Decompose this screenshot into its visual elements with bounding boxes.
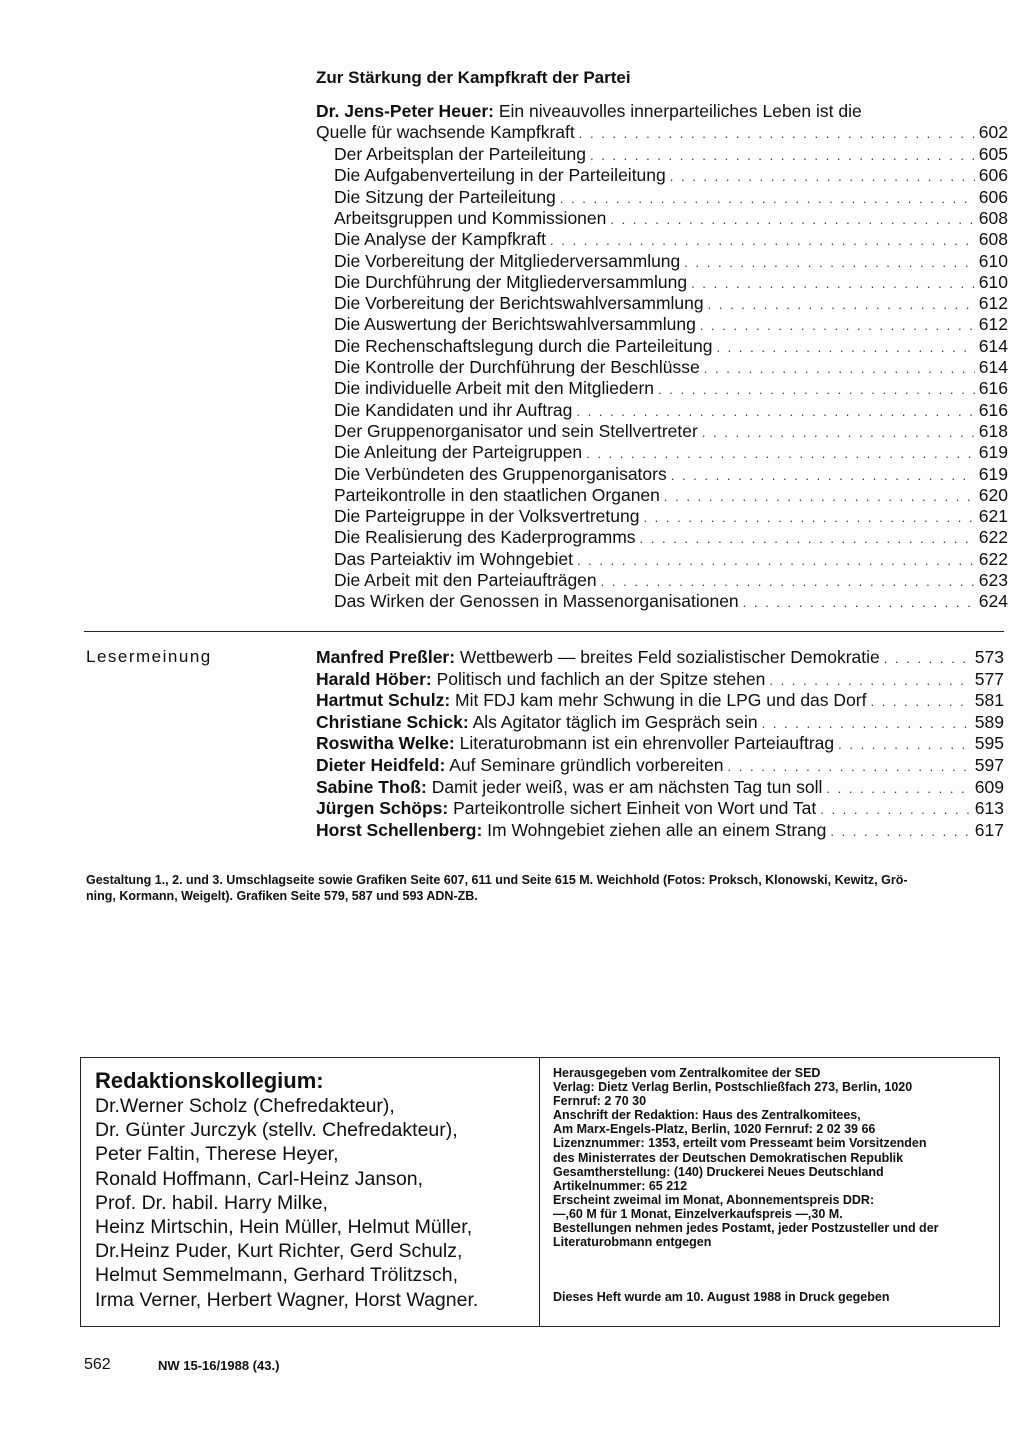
dot-leader bbox=[579, 126, 975, 141]
kollegium-line: Heinz Mirtschin, Hein Müller, Helmut Müller, bbox=[95, 1216, 473, 1239]
reader-entry-text bbox=[316, 669, 765, 690]
issue-label: NW 15-16/1988 (43.) bbox=[158, 1358, 280, 1373]
lead-line-2 bbox=[316, 122, 1008, 143]
reader-entry bbox=[316, 712, 1004, 733]
toc-entry-page: 608 bbox=[978, 207, 1008, 228]
toc-entry-page: 623 bbox=[978, 570, 1008, 590]
toc-entry-title: Die Anleitung der Parteigruppen bbox=[334, 442, 583, 463]
dot-leader bbox=[550, 233, 975, 248]
toc-entry-page: 619 bbox=[978, 442, 1008, 463]
kollegium-line: Irma Verner, Herbert Wagner, Horst Wagner. bbox=[95, 1288, 479, 1311]
toc-entry-title: Die Auswertung der Berichtswahlversammlung bbox=[334, 314, 696, 335]
reader-entry-text bbox=[316, 712, 758, 733]
toc-entry-page: 624 bbox=[978, 591, 1008, 612]
toc-entry-title: Die Vorbereitung der Mitgliederversammlung bbox=[334, 250, 681, 271]
kollegium-title: Redaktionskollegium: bbox=[95, 1068, 324, 1093]
toc-entry-page: 614 bbox=[978, 357, 1008, 377]
impressum-line: Artikelnummer: 65 212 bbox=[553, 1178, 688, 1193]
credits-line-2: ning, Kormann, Weigelt). Grafiken Seite 579, 587 und 593 ADN-ZB. bbox=[86, 889, 478, 903]
toc-entry-title: Die Aufgabenverteilung in der Parteileitung bbox=[334, 165, 666, 186]
dot-leader bbox=[728, 759, 971, 774]
reader-page: 573 bbox=[974, 647, 1004, 667]
toc-entry-page: 606 bbox=[978, 186, 1008, 207]
reader-entry-text bbox=[316, 777, 822, 798]
toc-entry-page: 616 bbox=[978, 399, 1008, 420]
toc-entry-page: 619 bbox=[978, 463, 1008, 484]
toc-entry-page: 618 bbox=[978, 420, 1008, 441]
page-number: 562 bbox=[84, 1356, 111, 1373]
lead-line-1 bbox=[316, 100, 1008, 122]
reader-entry bbox=[316, 820, 1004, 841]
dot-leader bbox=[560, 191, 975, 206]
kollegium-line: Ronald Hoffmann, Carl-Heinz Janson, bbox=[95, 1167, 424, 1190]
dot-leader bbox=[643, 510, 974, 525]
toc-entry-title: Das Parteiaktiv im Wohngebiet bbox=[334, 548, 573, 569]
reader-page: 597 bbox=[974, 755, 1004, 775]
kollegium-line: Prof. Dr. habil. Harry Milke, bbox=[95, 1191, 328, 1214]
toc-entry-title: Der Gruppenorganisator und sein Stellvertreter bbox=[334, 420, 698, 441]
credits bbox=[86, 872, 1006, 904]
toc-entry-title: Die Durchführung der Mitgliederversammlung bbox=[334, 271, 688, 292]
impressum-line: Fernruf: 2 70 30 bbox=[553, 1094, 647, 1109]
dot-leader bbox=[684, 255, 975, 270]
impressum-line: Am Marx-Engels-Platz, Berlin, 1020 Fernruf: 2 02 39 66 bbox=[553, 1122, 876, 1137]
impressum-line: Herausgegeben vom Zentralkomitee der SED bbox=[553, 1066, 821, 1080]
toc-entry-title: Die Kandidaten und ihr Auftrag bbox=[334, 399, 573, 420]
toc-entry bbox=[334, 527, 1008, 548]
reader-page: 613 bbox=[974, 798, 1004, 819]
reader-page: 595 bbox=[974, 733, 1004, 754]
lead-author: Dr. Jens-Peter Heuer: bbox=[316, 101, 494, 121]
dot-leader bbox=[762, 716, 971, 731]
reader-title: Im Wohngebiet ziehen alle an einem Strang bbox=[482, 819, 827, 840]
lead-page: 602 bbox=[978, 122, 1008, 142]
toc-entry-title: Die Parteigruppe in der Volksvertretung bbox=[334, 506, 640, 527]
toc-entry-title: Der Arbeitsplan der Parteileitung bbox=[334, 144, 586, 164]
dot-leader bbox=[670, 169, 975, 184]
toc-entry bbox=[334, 187, 1008, 208]
toc-entry-title: Die Kontrolle der Durchführung der Beschlüsse bbox=[334, 357, 700, 377]
kollegium-line: Helmut Semmelmann, Gerhard Trölitzsch, bbox=[95, 1264, 459, 1287]
toc-entry-page: 614 bbox=[978, 335, 1008, 356]
dot-leader bbox=[576, 404, 974, 419]
dot-leader bbox=[702, 425, 975, 440]
toc-entry bbox=[334, 378, 1008, 399]
credits-line-1: Gestaltung 1., 2. und 3. Umschlagseite sowie Grafiken Seite 607, 611 und Seite 615 M. Weichhold (Fotos: Proksch, Klonowski, Kewitz, Grö- bbox=[86, 873, 908, 887]
reader-entry bbox=[316, 777, 1004, 798]
reader-author: Sabine Thoß: bbox=[316, 776, 427, 797]
kollegium-line: Dr.Werner Scholz (Chefredakteur), bbox=[95, 1095, 395, 1117]
reader-title: Parteikontrolle sichert Einheit von Wort und Tat bbox=[448, 798, 817, 819]
toc-entry-title: Parteikontrolle in den staatlichen Organen bbox=[334, 484, 660, 505]
toc-entry bbox=[334, 272, 1008, 293]
dot-leader bbox=[691, 276, 975, 291]
reader-page: 581 bbox=[974, 690, 1004, 711]
impressum-line: Literaturobmann entgegen bbox=[553, 1235, 712, 1250]
toc-entry bbox=[334, 293, 1008, 314]
dot-leader bbox=[870, 694, 970, 709]
reader-author: Christiane Schick: bbox=[316, 711, 469, 732]
toc-entry-page: 612 bbox=[978, 314, 1008, 335]
toc-entry bbox=[334, 464, 1008, 485]
dot-leader bbox=[590, 148, 975, 163]
toc-entry-title: Die Analyse der Kampfkraft bbox=[334, 229, 547, 250]
dot-leader bbox=[586, 446, 975, 461]
dot-leader bbox=[671, 468, 975, 483]
kollegium-line: Peter Faltin, Therese Heyer, bbox=[95, 1143, 339, 1166]
reader-entry bbox=[316, 755, 1004, 776]
toc-entry-page: 610 bbox=[978, 250, 1008, 271]
kollegium-line: Dr.Heinz Puder, Kurt Richter, Gerd Schulz, bbox=[95, 1240, 463, 1263]
dot-leader bbox=[884, 651, 971, 666]
reader-entry-text bbox=[316, 820, 826, 841]
toc-entry bbox=[334, 570, 1008, 591]
impressum-line: des Ministerrates der Deutschen Demokratischen Republik bbox=[553, 1150, 904, 1165]
dot-leader bbox=[704, 361, 975, 376]
reader-entry bbox=[316, 733, 1004, 754]
toc-entry-page: 622 bbox=[978, 548, 1008, 569]
dot-leader bbox=[610, 212, 974, 227]
toc-entry bbox=[334, 506, 1008, 527]
reader-entry bbox=[316, 798, 1004, 819]
reader-author: Jürgen Schöps: bbox=[316, 798, 449, 819]
reader-page: 577 bbox=[974, 668, 1004, 689]
impressum-line: Anschrift der Redaktion: Haus des Zentralkomitees, bbox=[553, 1108, 861, 1123]
reader-entry-text bbox=[316, 690, 866, 711]
toc-entry bbox=[334, 165, 1008, 186]
dot-leader bbox=[708, 297, 975, 312]
reader-author: Manfred Preßler: bbox=[316, 647, 456, 667]
toc-entry-title: Arbeitsgruppen und Kommissionen bbox=[334, 207, 607, 228]
toc-entry bbox=[334, 400, 1008, 421]
toc-entry bbox=[334, 251, 1008, 272]
impressum bbox=[553, 1066, 993, 1249]
masthead-divider bbox=[539, 1058, 540, 1326]
toc-entry bbox=[334, 485, 1008, 506]
reader-page: 609 bbox=[974, 776, 1004, 797]
toc-entry-page: 620 bbox=[978, 484, 1008, 505]
impressum-line: Gesamtherstellung: (140) Druckerei Neues Deutschland bbox=[553, 1164, 884, 1179]
reader-page: 617 bbox=[974, 819, 1004, 840]
dot-leader bbox=[658, 382, 975, 397]
dot-leader bbox=[640, 531, 975, 546]
dot-leader bbox=[700, 318, 975, 333]
dot-leader bbox=[664, 489, 975, 504]
toc-entry bbox=[334, 549, 1008, 570]
reader-entry bbox=[316, 647, 1004, 668]
dot-leader bbox=[820, 802, 971, 817]
reader-author: Horst Schellenberg: bbox=[316, 819, 483, 840]
toc-entry bbox=[334, 314, 1008, 335]
dot-leader bbox=[769, 673, 970, 688]
section-title: Zur Stärkung der Kampfkraft der Partei bbox=[316, 68, 631, 87]
toc-entry-title: Die Verbündeten des Gruppenorganisators bbox=[334, 463, 667, 484]
toc-entry-page: 608 bbox=[978, 229, 1008, 250]
reader-entry-text bbox=[316, 733, 834, 754]
dot-leader bbox=[601, 574, 975, 589]
toc-entry bbox=[334, 442, 1008, 463]
dot-leader bbox=[577, 553, 975, 568]
reader-author: Dieter Heidfeld: bbox=[316, 755, 446, 775]
reader-entry-text bbox=[316, 798, 816, 819]
reader-title: Auf Seminare gründlich vorbereiten bbox=[445, 755, 724, 775]
kollegium-list bbox=[95, 1094, 478, 1312]
print-date-note: Dieses Heft wurde am 10. August 1988 in Druck gegeben bbox=[553, 1290, 890, 1304]
toc-entry-page: 612 bbox=[978, 293, 1008, 314]
reader-page: 589 bbox=[974, 711, 1004, 732]
toc-entry bbox=[334, 357, 1008, 378]
reader-entry-text bbox=[316, 755, 724, 776]
dot-leader bbox=[830, 824, 970, 839]
toc-entry-title: Die Realisierung des Kaderprogramms bbox=[334, 527, 636, 548]
impressum-line: Bestellungen nehmen jedes Postamt, jeder Postzusteller und der bbox=[553, 1221, 939, 1236]
reader-title: Als Agitator täglich im Gespräch sein bbox=[468, 711, 758, 732]
masthead-box bbox=[80, 1057, 1000, 1327]
lead-article bbox=[316, 100, 1008, 122]
impressum-line: —,60 M für 1 Monat, Einzelverkaufspreis —,30 M. bbox=[553, 1206, 843, 1221]
reader-title: Wettbewerb — breites Feld sozialistischer Demokratie bbox=[455, 647, 880, 667]
divider-rule bbox=[84, 631, 1004, 632]
dot-leader bbox=[826, 781, 970, 796]
reader-title: Politisch und fachlich an der Spitze stehen bbox=[431, 668, 766, 689]
lead-title-part2: Quelle für wachsende Kampfkraft bbox=[316, 122, 575, 142]
reader-title: Literaturobmann ist ein ehrenvoller Parteiauftrag bbox=[454, 733, 835, 754]
toc-entry-title: Die Sitzung der Parteileitung bbox=[334, 186, 556, 207]
toc-entry-page: 606 bbox=[978, 165, 1008, 186]
impressum-line: Erscheint zweimal im Monat, Abonnementspreis DDR: bbox=[553, 1192, 875, 1207]
reader-title: Damit jeder weiß, was er am nächsten Tag tun soll bbox=[426, 776, 823, 797]
dot-leader bbox=[743, 595, 975, 610]
toc-entry-title: Die Vorbereitung der Berichtswahlversammlung bbox=[334, 293, 704, 314]
toc-entry-title: Die Arbeit mit den Parteiaufträgen bbox=[334, 570, 597, 590]
reader-author: Harald Höber: bbox=[316, 668, 432, 689]
toc-entry bbox=[334, 208, 1008, 229]
toc-entry-page: 621 bbox=[978, 506, 1008, 527]
toc-entry bbox=[334, 591, 1008, 612]
impressum-line: Lizenznummer: 1353, erteilt vom Presseamt beim Vorsitzenden bbox=[553, 1136, 927, 1151]
reader-title: Mit FDJ kam mehr Schwung in die LPG und das Dorf bbox=[450, 690, 867, 711]
reader-author: Hartmut Schulz: bbox=[316, 690, 451, 711]
reader-section-label: Lesermeinung bbox=[86, 647, 212, 666]
reader-author: Roswitha Welke: bbox=[316, 733, 455, 754]
toc-entry-title: Die individuelle Arbeit mit den Mitgliedern bbox=[334, 378, 655, 399]
reader-entry-text bbox=[316, 647, 880, 668]
kollegium-line: Dr. Günter Jurczyk (stellv. Chefredakteur), bbox=[95, 1119, 458, 1142]
dot-leader bbox=[838, 737, 971, 752]
dot-leader bbox=[716, 340, 974, 355]
lead-title-part1: Ein niveauvolles innerparteiliches Leben ist die bbox=[494, 101, 862, 121]
toc-entry-title: Die Rechenschaftslegung durch die Parteileitung bbox=[334, 335, 713, 356]
toc-entry bbox=[334, 144, 1008, 165]
impressum-line: Verlag: Dietz Verlag Berlin, Postschließfach 273, Berlin, 1020 bbox=[553, 1080, 913, 1095]
toc-entry bbox=[334, 421, 1008, 442]
toc-entry-page: 616 bbox=[978, 378, 1008, 399]
toc-entry-page: 610 bbox=[978, 271, 1008, 292]
toc-entry bbox=[334, 229, 1008, 250]
toc-entry-page: 622 bbox=[978, 527, 1008, 548]
toc-entry bbox=[334, 336, 1008, 357]
reader-entry bbox=[316, 690, 1004, 711]
toc-entry-page: 605 bbox=[978, 144, 1008, 164]
toc-entry-title: Das Wirken der Genossen in Massenorganisationen bbox=[334, 591, 739, 612]
reader-entry bbox=[316, 669, 1004, 690]
